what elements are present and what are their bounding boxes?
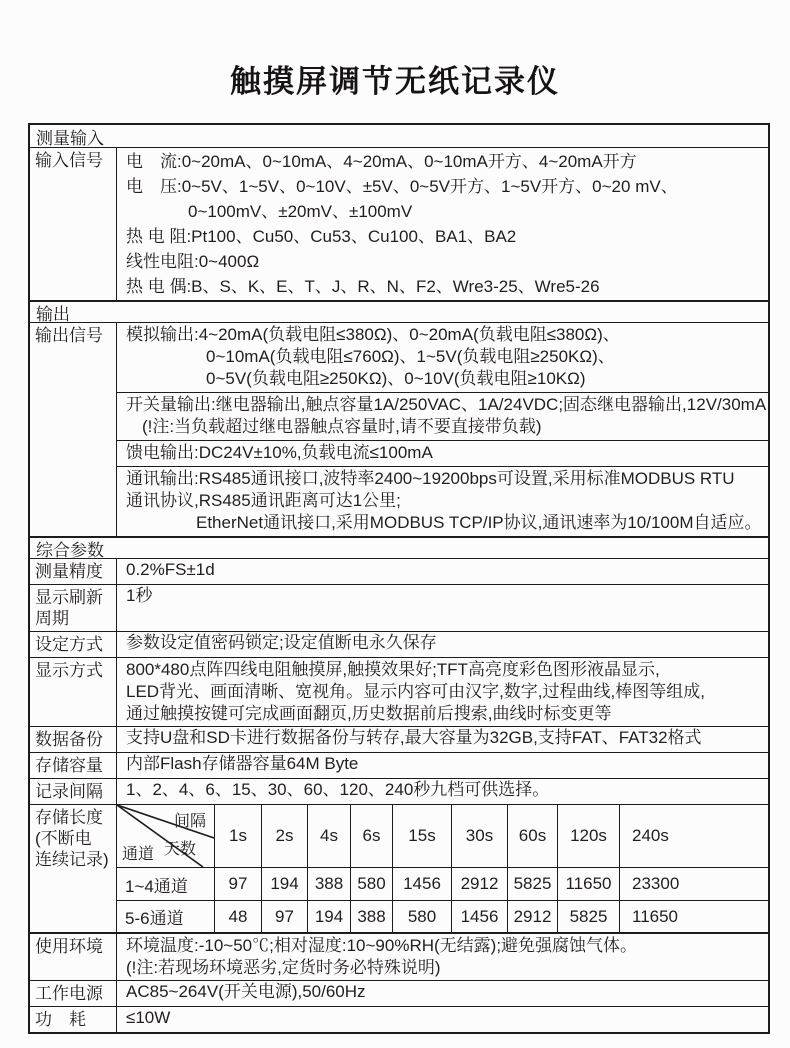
storage-value: 2912: [451, 867, 507, 900]
storage-value: 97: [261, 900, 307, 932]
storage-value: 2912: [507, 900, 557, 932]
row-value: [117, 753, 768, 778]
storage-corner-cell: [117, 805, 214, 867]
row-label: 设定方式: [30, 632, 117, 657]
row-value: [117, 585, 768, 631]
storage-col-header: 15s: [392, 805, 451, 867]
row-label: 工作电源: [30, 981, 117, 1006]
spec-line: 0~10mA(负载电阻≤760Ω)、1~5V(负载电阻≥250KΩ)、: [206, 347, 615, 366]
spec-line: 馈电输出:DC24V±10%,负载电流≤100mA: [126, 443, 433, 462]
spec-line: EtherNet通讯接口,采用MODBUS TCP/IP协议,通讯速率为10/100M自适应。: [196, 513, 762, 532]
spec-line: 热 电 偶:B、S、K、E、T、J、R、N、F2、Wre3-25、Wre5-26: [126, 277, 600, 296]
spec-line: ≤10W: [126, 1008, 171, 1027]
storage-value: 48: [214, 900, 261, 932]
row-value: [117, 934, 768, 980]
storage-col-header: 1s: [214, 805, 261, 867]
row-setting-mode: [30, 631, 768, 657]
spec-table: [28, 123, 770, 1034]
spec-line: 0~5V(负载电阻≥250KΩ)、0~10V(负载电阻≥10KΩ): [206, 369, 586, 388]
storage-value: 5825: [507, 867, 557, 900]
storage-row-label: 1~4通道: [117, 867, 214, 900]
storage-row-label: 5-6通道: [117, 900, 214, 932]
storage-value: 1456: [392, 867, 451, 900]
storage-value: 388: [350, 900, 392, 932]
row-value: [117, 148, 768, 300]
spec-line: 0.2%FS±1d: [126, 560, 215, 579]
row-value: [117, 779, 768, 804]
subrow-feed-output: [117, 440, 768, 466]
storage-value: 580: [392, 900, 451, 932]
storage-value: 194: [307, 900, 350, 932]
storage-col-header: 6s: [350, 805, 392, 867]
spec-line: 1秒: [126, 586, 153, 605]
row-label: 数据备份: [30, 727, 117, 752]
storage-value: 23300: [619, 867, 768, 900]
row-value: [117, 981, 768, 1006]
row-value: [117, 1007, 768, 1032]
row-label: 使用环境: [30, 934, 117, 980]
spec-line: 热 电 阻:Pt100、Cu50、Cu53、Cu100、BA1、BA2: [126, 227, 517, 246]
row-value: [117, 559, 768, 584]
row-label: [30, 805, 117, 932]
row-label: 输入信号: [30, 148, 117, 300]
row-value: [117, 632, 768, 657]
subrow-comm-output: [117, 466, 768, 536]
row-accuracy: [30, 558, 768, 584]
spec-line: (!注:当负载超过继电器触点容量时,请不要直接带负载): [142, 417, 542, 436]
spec-line: LED背光、画面清晰、宽视角。显示内容可由汉字,数字,过程曲线,棒图等组成,: [126, 682, 705, 701]
storage-grid: [117, 805, 768, 932]
storage-col-header: 60s: [507, 805, 557, 867]
storage-value: 388: [307, 867, 350, 900]
row-label: 功 耗: [30, 1007, 117, 1032]
storage-value: 11650: [557, 867, 619, 900]
spec-line: (!注:若现场环境恶劣,定货时务必特殊说明): [126, 958, 441, 977]
spec-line: 电 流:0~20mA、0~10mA、4~20mA、0~10mA开方、4~20mA开方: [126, 152, 637, 171]
storage-value: 580: [350, 867, 392, 900]
row-storage-capacity: [30, 752, 768, 778]
corner-label-interval: 间隔: [173, 813, 206, 830]
row-input-signal: [30, 147, 768, 300]
spec-line: 环境温度:-10~50℃;相对湿度:10~90%RH(无结露);避免强腐蚀气体。: [126, 936, 638, 955]
corner-label-days: 天数: [163, 841, 196, 858]
row-storage-length: [30, 804, 768, 932]
storage-col-header: 120s: [557, 805, 619, 867]
storage-value: 97: [214, 867, 261, 900]
spec-line: 参数设定值密码锁定;设定值断电永久保存: [126, 633, 437, 652]
storage-value: 11650: [619, 900, 768, 932]
spec-line: 通讯输出:RS485通讯接口,波特率2400~19200bps可设置,采用标准MODBUS RTU: [126, 469, 735, 488]
subrow-analog-output: [117, 323, 768, 392]
row-label: 测量精度: [30, 559, 117, 584]
corner-label-channel: 通道: [122, 846, 155, 863]
section-header-general: 综合参数: [30, 536, 768, 558]
spec-line: 通过触摸按键可完成画面翻页,历史数据前后搜索,曲线时标变更等: [126, 704, 612, 723]
spec-line: 通讯协议,RS485通讯距离可达1公里;: [126, 491, 401, 510]
spec-line: AC85~264V(开关电源),50/60Hz: [126, 982, 366, 1001]
row-power-consumption: [30, 1006, 768, 1032]
spec-line: 1、2、4、6、15、30、60、120、240秒九档可供选择。: [126, 780, 550, 799]
row-display-mode: [30, 657, 768, 726]
label-line: (不断电: [35, 829, 92, 848]
section-header-measure-input: 测量输入: [36, 128, 104, 148]
row-refresh-cycle: [30, 584, 768, 631]
spec-line: 开关量输出:继电器输出,触点容量1A/250VAC、1A/24VDC;固态继电器输出,12V/30mA: [126, 395, 767, 414]
storage-col-header: 4s: [307, 805, 350, 867]
page-title: 触摸屏调节无纸记录仪: [230, 64, 560, 99]
row-environment: [30, 932, 768, 980]
row-label: [30, 585, 117, 631]
storage-value: 5825: [557, 900, 619, 932]
label-line: 存储长度: [35, 808, 103, 827]
spec-line: 模拟输出:4~20mA(负载电阻≤380Ω)、0~20mA(负载电阻≤380Ω)、: [126, 325, 620, 344]
spec-line: 电 压:0~5V、1~5V、0~10V、±5V、0~5V开方、1~5V开方、0~20 mV、: [126, 177, 678, 196]
row-label: 记录间隔: [30, 779, 117, 804]
section-header-output: 输出: [30, 300, 768, 322]
spec-line: 内部Flash存储器容量64M Byte: [126, 754, 359, 773]
storage-col-header: 30s: [451, 805, 507, 867]
label-line: 连续记录): [35, 850, 109, 869]
label-line: 显示刷新: [35, 588, 103, 607]
spec-line: 线性电阻:0~400Ω: [126, 252, 260, 271]
storage-col-header: 2s: [261, 805, 307, 867]
row-label: 显示方式: [30, 658, 117, 726]
subrow-switch-output: [117, 392, 768, 440]
spec-line: 0~100mV、±20mV、±100mV: [188, 202, 413, 221]
row-label: 存储容量: [30, 753, 117, 778]
storage-value: 1456: [451, 900, 507, 932]
spec-line: 800*480点阵四线电阻触摸屏,触摸效果好;TFT高亮度彩色图形液晶显示,: [126, 660, 660, 679]
row-value: [117, 658, 768, 726]
row-record-interval: [30, 778, 768, 804]
row-label: 输出信号: [30, 323, 117, 536]
row-power-supply: [30, 980, 768, 1006]
row-value: [117, 727, 768, 752]
storage-value: 194: [261, 867, 307, 900]
output-subrows: [117, 323, 768, 536]
spec-line: 支持U盘和SD卡进行数据备份与转存,最大容量为32GB,支持FAT、FAT32格式: [126, 728, 702, 747]
storage-col-header: 240s: [619, 805, 768, 867]
label-line: 周期: [35, 609, 69, 628]
row-output-signal: [30, 322, 768, 536]
row-data-backup: [30, 726, 768, 752]
